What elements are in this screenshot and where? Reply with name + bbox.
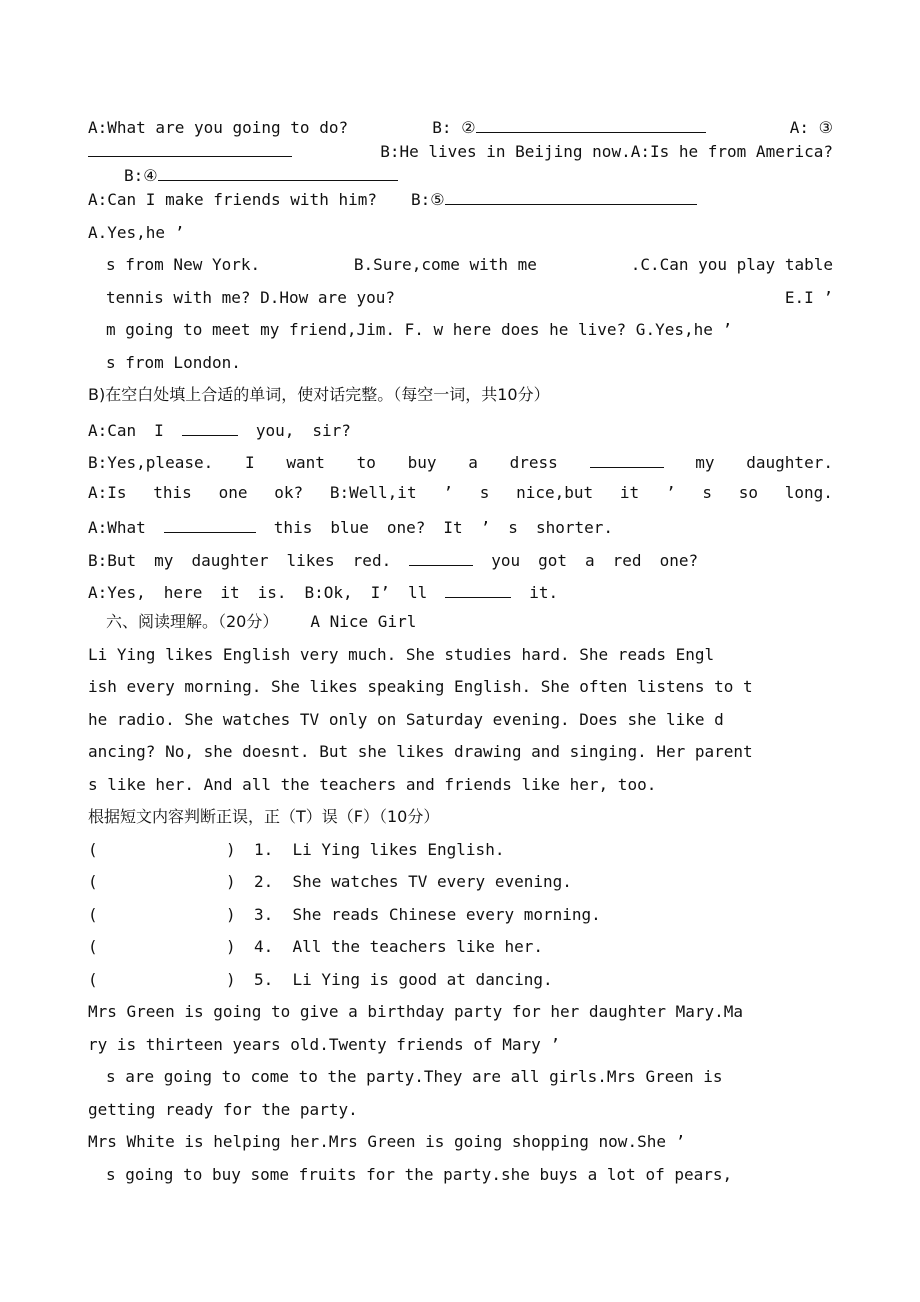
dialogue-word: likes (286, 551, 335, 570)
dialogue-word: you, (255, 421, 295, 440)
option-e-f-g: m going to meet my friend,Jim. F. w here does he live? G.Yes,he ’ (106, 320, 733, 339)
option-a-start: A.Yes,he ’ (88, 223, 185, 242)
answer-blank-5[interactable] (445, 187, 697, 205)
dialogue-word: daughter (191, 551, 269, 570)
dialogue-word: want (286, 453, 325, 472)
dialogue-word: a (585, 551, 595, 570)
fill-blank[interactable] (182, 418, 238, 436)
dialogue-word: ’ (665, 483, 676, 502)
option-e-start: E.I ’ (784, 288, 833, 307)
answer-paren-open: ( (88, 905, 98, 924)
dialogue-word: s (508, 518, 518, 537)
dialogue-line-2 (88, 139, 833, 162)
dialogue-word: shorter. (535, 518, 613, 537)
option-line-5 (106, 353, 241, 373)
option-g-end: s from London. (106, 353, 241, 372)
dialogue-word: A:Yes, (88, 583, 146, 602)
dialogue-word: A:Can (88, 421, 137, 440)
answer-label-3: A: ③ (789, 118, 833, 137)
dialogue-word: one? (659, 551, 699, 570)
fill-dialogue-line (88, 450, 833, 473)
answer-paren-open: ( (88, 970, 98, 989)
dialogue-word: one? (386, 518, 426, 537)
dialogue-word: red. (352, 551, 392, 570)
dialogue-word: so (738, 483, 758, 502)
dialogue-word: ’ (443, 483, 453, 502)
dialogue-word: red (612, 551, 642, 570)
dialogue-word: blue (330, 518, 369, 537)
tf-statement: 1. Li Ying likes English. (254, 840, 505, 859)
dialogue-word: it (220, 583, 240, 602)
dialogue-word: buy (407, 453, 437, 472)
dialogue-word: B:Yes,please. (88, 453, 214, 472)
dialogue-word: ’ (480, 518, 491, 537)
fill-dialogue-line (88, 580, 558, 603)
tf-statement: 5. Li Ying is good at dancing. (254, 970, 553, 989)
fill-blank[interactable] (409, 548, 473, 566)
dialogue-word: you (491, 551, 521, 570)
dialogue-word: s (702, 483, 712, 502)
dialogue-word: my (154, 551, 174, 570)
passage-a-line: he radio. She watches TV only on Saturday evening. Does she like d (88, 710, 724, 729)
dialogue-line-1 (88, 115, 833, 138)
passage-b-line: Mrs White is helping her.Mrs Green is going shopping now.She ’ (88, 1132, 686, 1151)
answer-paren-open: ( (88, 937, 98, 956)
dialogue-word: got (538, 551, 568, 570)
option-line-1 (88, 223, 833, 243)
passage-a-title: A Nice Girl (310, 612, 417, 631)
dialogue-word: long. (784, 483, 833, 502)
answer-paren-open: ( (88, 872, 98, 891)
dialogue-word: I’ (370, 583, 390, 602)
answer-paren-close: ) (226, 840, 236, 859)
passage-b-line: s are going to come to the party.They are all girls.Mrs Green is (106, 1067, 723, 1086)
passage-a-line: Li Ying likes English very much. She studies hard. She reads Engl (88, 645, 715, 664)
answer-blank-4[interactable] (158, 163, 398, 181)
passage-a-line: s like her. And all the teachers and friends like her, too. (88, 775, 657, 794)
dialogue-word: this (153, 483, 192, 502)
fill-blank[interactable] (164, 515, 256, 533)
dialogue-word: here (163, 583, 203, 602)
dialogue-word: this (273, 518, 313, 537)
dialogue-word: B:But (88, 551, 137, 570)
dialogue-word: B:Ok, (304, 583, 353, 602)
dialogue-word: my (695, 453, 715, 472)
option-b: B.Sure,come with me (353, 255, 537, 274)
answer-paren-close: ) (226, 905, 236, 924)
passage-b-line: Mrs Green is going to give a birthday party for her daughter Mary.Ma (88, 1002, 744, 1021)
dialogue-text-2: B:He lives in Beijing now.A:Is he from America? (380, 142, 833, 161)
dialogue-word: I (154, 421, 164, 440)
option-c-d: tennis with me? D.How are you? (106, 288, 395, 307)
fill-dialogue-line (88, 483, 833, 503)
answer-blank-2[interactable] (476, 115, 706, 133)
dialogue-word: it. (529, 583, 559, 602)
answer-label-4: B:④ (124, 166, 158, 185)
dialogue-word: ok? (274, 483, 304, 502)
reading-heading-line (106, 612, 416, 632)
answer-label-2: B: ② (432, 118, 476, 137)
passage-b-line: ry is thirteen years old.Twenty friends of Mary ’ (88, 1035, 561, 1054)
dialogue-word: is. (257, 583, 287, 602)
fill-blank[interactable] (445, 580, 511, 598)
dialogue-word: a (468, 453, 478, 472)
answer-paren-close: ) (226, 937, 236, 956)
answer-blank-3[interactable] (88, 139, 292, 157)
fill-dialogue-line (88, 548, 698, 571)
option-a-end: s from New York. (106, 255, 261, 274)
answer-paren-close: ) (226, 970, 236, 989)
passage-a-line: ancing? No, she doesnt. But she likes drawing and singing. Her parent (88, 742, 753, 761)
fill-dialogue-line (88, 515, 613, 538)
answer-paren-close: ) (226, 872, 236, 891)
section-b-instruction: B)在空白处填上合适的单词，使对话完整。（每空一词，共10分） (88, 385, 550, 404)
dialogue-word: dress (509, 453, 558, 472)
dialogue-word: A:What (88, 518, 146, 537)
dialogue-word: nice,but (516, 483, 594, 502)
passage-b-line: getting ready for the party. (88, 1100, 358, 1119)
dialogue-word: it (619, 483, 640, 502)
dialogue-line-3 (124, 163, 398, 186)
dialogue-question-4: A:Can I make friends with him? (88, 190, 377, 209)
dialogue-word: sir? (312, 421, 351, 440)
dialogue-word: daughter. (746, 453, 833, 472)
fill-dialogue-line (88, 418, 351, 441)
dialogue-question-1: A:What are you going to do? (88, 118, 349, 137)
tf-instruction: 根据短文内容判断正误，正（T）误（F）（10分） (88, 807, 440, 826)
dialogue-word: one (218, 483, 248, 502)
dialogue-word: s (479, 483, 490, 502)
option-c: .C.Can you play table (630, 255, 833, 274)
dialogue-word: B:Well,it (329, 483, 417, 502)
fill-blank[interactable] (590, 450, 664, 468)
dialogue-word: to (356, 453, 376, 472)
option-line-3 (106, 288, 833, 308)
option-line-4 (106, 320, 833, 340)
dialogue-word: A:Is (88, 483, 127, 502)
tf-statement: 2. She watches TV every evening. (254, 872, 572, 891)
dialogue-word: I (244, 453, 255, 472)
dialogue-word: It (443, 518, 463, 537)
dialogue-line-4 (88, 187, 697, 210)
tf-statement: 3. She reads Chinese every morning. (254, 905, 601, 924)
dialogue-word: ll (407, 583, 428, 602)
reading-heading: 六、阅读理解。（20分） (106, 612, 279, 631)
passage-a-line: ish every morning. She likes speaking English. She often listens to t (88, 677, 753, 696)
answer-label-5: B:⑤ (410, 190, 445, 209)
option-line-2 (106, 255, 833, 275)
passage-b-line: s going to buy some fruits for the party.she buys a lot of pears, (106, 1165, 733, 1184)
answer-paren-open: ( (88, 840, 98, 859)
tf-statement: 4. All the teachers like her. (254, 937, 543, 956)
